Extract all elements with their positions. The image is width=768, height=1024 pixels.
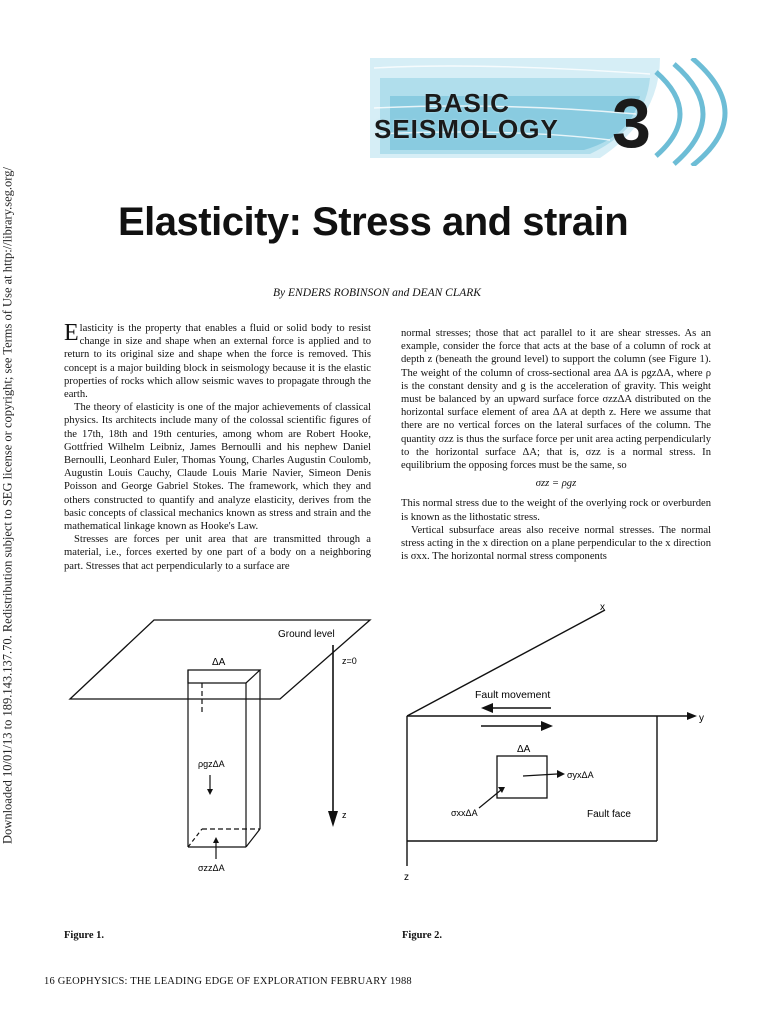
right-text-column: [401, 327, 711, 563]
article-title: Elasticity: Stress and strain: [118, 200, 629, 244]
banner-waves-graphic: [360, 58, 764, 166]
sigma-xx-label: σxxΔA: [451, 808, 478, 818]
basic-seismology-banner: [360, 58, 764, 166]
intro-paragraph-text: lasticity is the property that enables a fluid or solid body to resist change in size and shape when an external force is applied and to return to its original size and shape when the force is removed. This concept is a major building block in seismology because it is the elastic properties of rocks which allow seismic waves to propagate through the earth.: [64, 323, 371, 401]
normal-stress-paragraph: normal stresses; those that act parallel to it are shear stresses. As an example, consider the force that acts at the base of a column of rock at depth z (beneath the ground level) to support the column (see Figure 1). The weight of the column of cross-sectional area ΔA is ρgzΔA, where ρ is the constant density and g is the acceleration of gravity. This weight must be balanced by an upward surface force σzzΔA distributed on the horizontal surface element of area ΔA at depth z. Here we assume that there are no vertical forces on the lateral surfaces of the column. The quantity σzz is thus the surface force per unit area acting perpendicularly to the horizontal surface ΔA; that is, σzz is a normal stress. In equilibrium the opposing forces must be the same, so: [401, 328, 711, 472]
theory-paragraph: The theory of elasticity is one of the major achievements of classical physics. Its architects include many of the colossal scientific figures of the 17th, 18th and 19th centuries, among whom are Robert Hooke, Gottfried Wilhelm Leibniz, James Bernoulli and his nephew Daniel Bernoulli, Leonhard Euler, Thomas Young, Charles Augustin Coulomb, Augustin Louis Cauchy, Claude Louis Marie Navier, Simeon Denis Poisson and George Gabriel Stokes. The framework, which they and others constructed to quantify and analyze elasticity, derives from the basic concepts of classical mechanics known as stress and strain and the mathematical linkage known as Hooke's Law.: [64, 402, 371, 533]
left-text-column: [64, 322, 371, 573]
weight-label: ρgzΔA: [198, 759, 225, 769]
page-footer: 16 GEOPHYSICS: THE LEADING EDGE OF EXPLORATION FEBRUARY 1988: [44, 976, 412, 987]
fault-block: [407, 610, 691, 866]
banner-basic-text: BASIC: [424, 88, 510, 118]
fault-movement-label: Fault movement: [475, 689, 551, 701]
area-element: [497, 756, 547, 798]
fig1-z-label: z: [342, 810, 347, 820]
fig2-z-label: z: [404, 872, 409, 883]
banner-seismology-text: SEISMOLOGY: [374, 114, 559, 144]
article-byline: By ENDERS ROBINSON and DEAN CLARK: [273, 287, 481, 299]
z-zero-label: z=0: [342, 656, 357, 666]
stress-paragraph: Stresses are forces per unit area that are transmitted through a material, i.e., forces exerted by one part of a body on a neighboring part. Stresses that act perpendicularly to a surface are: [64, 534, 371, 572]
figure-2-caption: Figure 2.: [402, 930, 443, 941]
ground-level-label: Ground level: [278, 629, 335, 640]
fig2-x-label: x: [600, 602, 605, 613]
lithostatic-paragraph: This normal stress due to the weight of the overlying rock or overburden is known as the lithostatic stress.: [401, 498, 711, 523]
vertical-areas-paragraph: Vertical subsurface areas also receive normal stresses. The normal stress acting in the x direction on a plane perpendicular to the x direction is σxx. The horizontal normal stress components: [401, 524, 711, 563]
lithostatic-equation: σzz = ρgz: [535, 478, 577, 490]
sigma-zz-label: σzzΔA: [198, 863, 225, 873]
drop-cap: E: [64, 320, 79, 346]
fault-face-label: Fault face: [587, 809, 631, 820]
fig2-area-label: ΔA: [517, 744, 531, 755]
fig1-area-label: ΔA: [212, 657, 226, 668]
banner-number: 3: [612, 84, 651, 162]
figure-1-diagram: [60, 615, 380, 905]
fig2-y-label: y: [699, 713, 704, 724]
sigma-yx-label: σyxΔA: [567, 770, 594, 780]
download-notice: Downloaded 10/01/13 to 189.143.137.70. Redistribution subject to SEG license or copyright; see Terms of Use at http://library.seg.org/: [0, 167, 15, 844]
figure-1-caption: Figure 1.: [64, 930, 105, 941]
figure-2-diagram: [395, 598, 715, 888]
intro-paragraph: [64, 322, 371, 401]
